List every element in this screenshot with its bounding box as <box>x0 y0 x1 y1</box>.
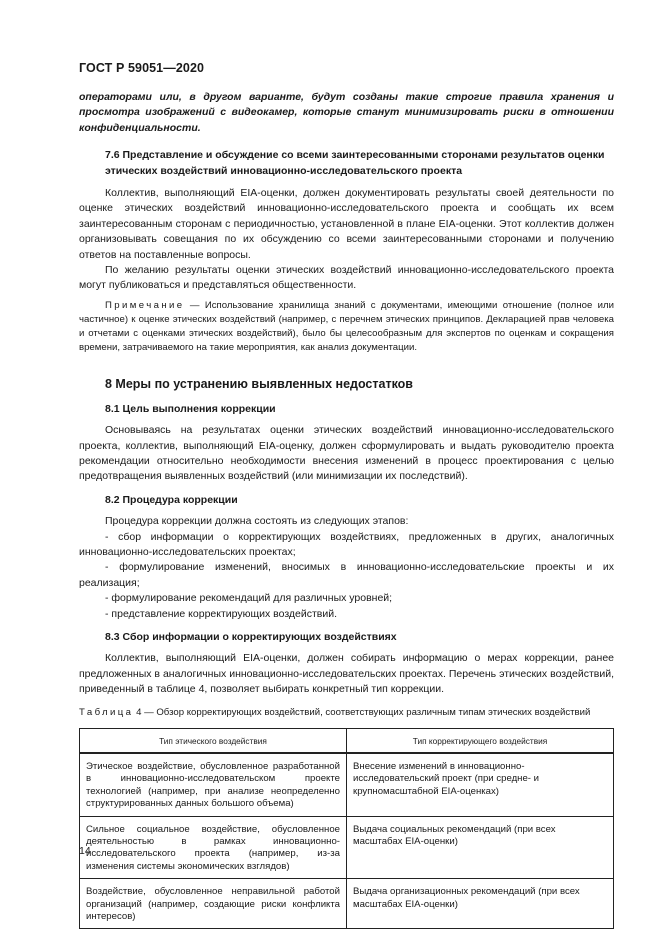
section-8-3-title: 8.3 Сбор информации о корректирующих воздействиях <box>105 630 397 643</box>
table-header-cell: Тип этического воздействия <box>80 728 347 753</box>
procedure-item: - сбор информации о корректирующих воздействиях, предложенных в других, аналогичных инновационно-исследовательских проектах; <box>79 530 614 558</box>
section-8-3-paragraph: Коллектив, выполняющий EIA-оценки, должен собирать информацию о мерах коррекции, ранее предложенных в аналогичных инновационно-исследовательских проектах. Перечень этических воздействий, приведенный в таблице 4, позволяет выбирать конкретный тип коррекции. <box>79 652 614 696</box>
section-8-title: 8 Меры по устранению выявленных недостатков <box>105 376 413 391</box>
section-7-6-title: 7.6 Представление и обсуждение со всеми заинтересованными сторонами результатов оценки этических воздействий инновационно-исследовательского проекта <box>105 149 605 177</box>
corrective-actions-table <box>79 728 614 930</box>
table-caption-text: 4 — Обзор корректирующих воздействий, соответствующих различным типам этических воздействий <box>133 706 591 718</box>
table-header-cell: Тип корректирующего воздействия <box>347 728 614 753</box>
table-row <box>80 816 614 879</box>
standard-header: ГОСТ Р 59051—2020 <box>79 61 205 75</box>
section-7-6-note <box>79 299 614 356</box>
section-7-6-paragraph-2: По желанию результаты оценки этических воздействий инновационно-исследовательского проекта могут публиковаться и представляться общественности. <box>79 264 614 292</box>
table-cell: Сильное социальное воздействие, обусловленное деятельностью в рамках инновационно-исследовательского проекта (например, из-за изменения системы экономических взглядов) <box>80 816 347 879</box>
section-7-6-paragraph-1: Коллектив, выполняющий EIA-оценки, должен документировать результаты своей деятельности по оценке этических воздействий инновационно-исследовательского проекта и сообщать их всем заинтересованным сторонам с периодичностью, установленной в плане EIA-оценки. Этот коллектив должен организовывать совещания по их обсуждению со всеми заинтересованными сторонами и получению ответов на поставленные вопросы. <box>79 187 614 261</box>
note-text: — Использование хранилища знаний с документами, имеющими отношение (полное или частичное) к оценке этических воздействий (например, с перечнем этических принципов. Декларацией прав человека и отчетами с оценками этических воздействий), было бы целесообразным для экспертов по оценкам и сокращения времени, затрачиваемого на такие мероприятия, как анализ документации. <box>79 299 614 354</box>
section-8-2-title: 8.2 Процедура коррекции <box>105 493 238 506</box>
table-row <box>80 753 614 816</box>
table-cell: Внесение изменений в инновационно-исследовательский проект (при средне- и крупномасштабной EIA-оценках) <box>347 753 614 816</box>
table-cell: Выдача организационных рекомендаций (при всех масштабах EIA-оценки) <box>347 879 614 929</box>
procedure-item: - представление корректирующих воздействий. <box>105 607 338 620</box>
table-cell: Выдача социальных рекомендаций (при всех масштабах EIA-оценки) <box>347 816 614 879</box>
procedure-item: - формулирование изменений, вносимых в инновационно-исследовательские проекты и их реализация; <box>79 561 614 589</box>
table-caption-label: Таблица <box>79 706 134 718</box>
table-row <box>80 879 614 929</box>
note-label: Примечание <box>105 299 185 311</box>
page-content <box>79 90 614 929</box>
table-header-row <box>80 728 614 753</box>
intro-paragraph: операторами или, в другом варианте, будут созданы такие строгие правила хранения и просмотра изображений с видеокамер, которые станут минимизировать риски в отношении конфиденциальности. <box>79 91 614 134</box>
section-8-1-paragraph: Основываясь на результатах оценки этических воздействий инновационно-исследовательского проекта, коллектив, выполняющий EIA-оценку, должен сформулировать и выдать руководителю проекта рекомендации относительно необходимости внесения изменений в процесс проектирования с целью предотвращения выявленных воздействий (или минимизации их последствий). <box>79 424 614 483</box>
table-caption <box>79 706 614 720</box>
procedure-item: - формулирование рекомендаций для различных уровней; <box>105 592 393 605</box>
table-cell: Воздействие, обусловленное неправильной работой организаций (например, создающие риски конфликта интересов) <box>80 879 347 929</box>
table-cell: Этическое воздействие, обусловленное разработанной в инновационно-исследовательском проекте технологией (например, при анализе неопределенно структурированных данных большого объема) <box>80 753 347 816</box>
section-8-1-title: 8.1 Цель выполнения коррекции <box>105 402 276 415</box>
section-8-2-paragraph: Процедура коррекции должна состоять из следующих этапов: <box>105 515 409 528</box>
page-number: 14 <box>79 845 91 857</box>
